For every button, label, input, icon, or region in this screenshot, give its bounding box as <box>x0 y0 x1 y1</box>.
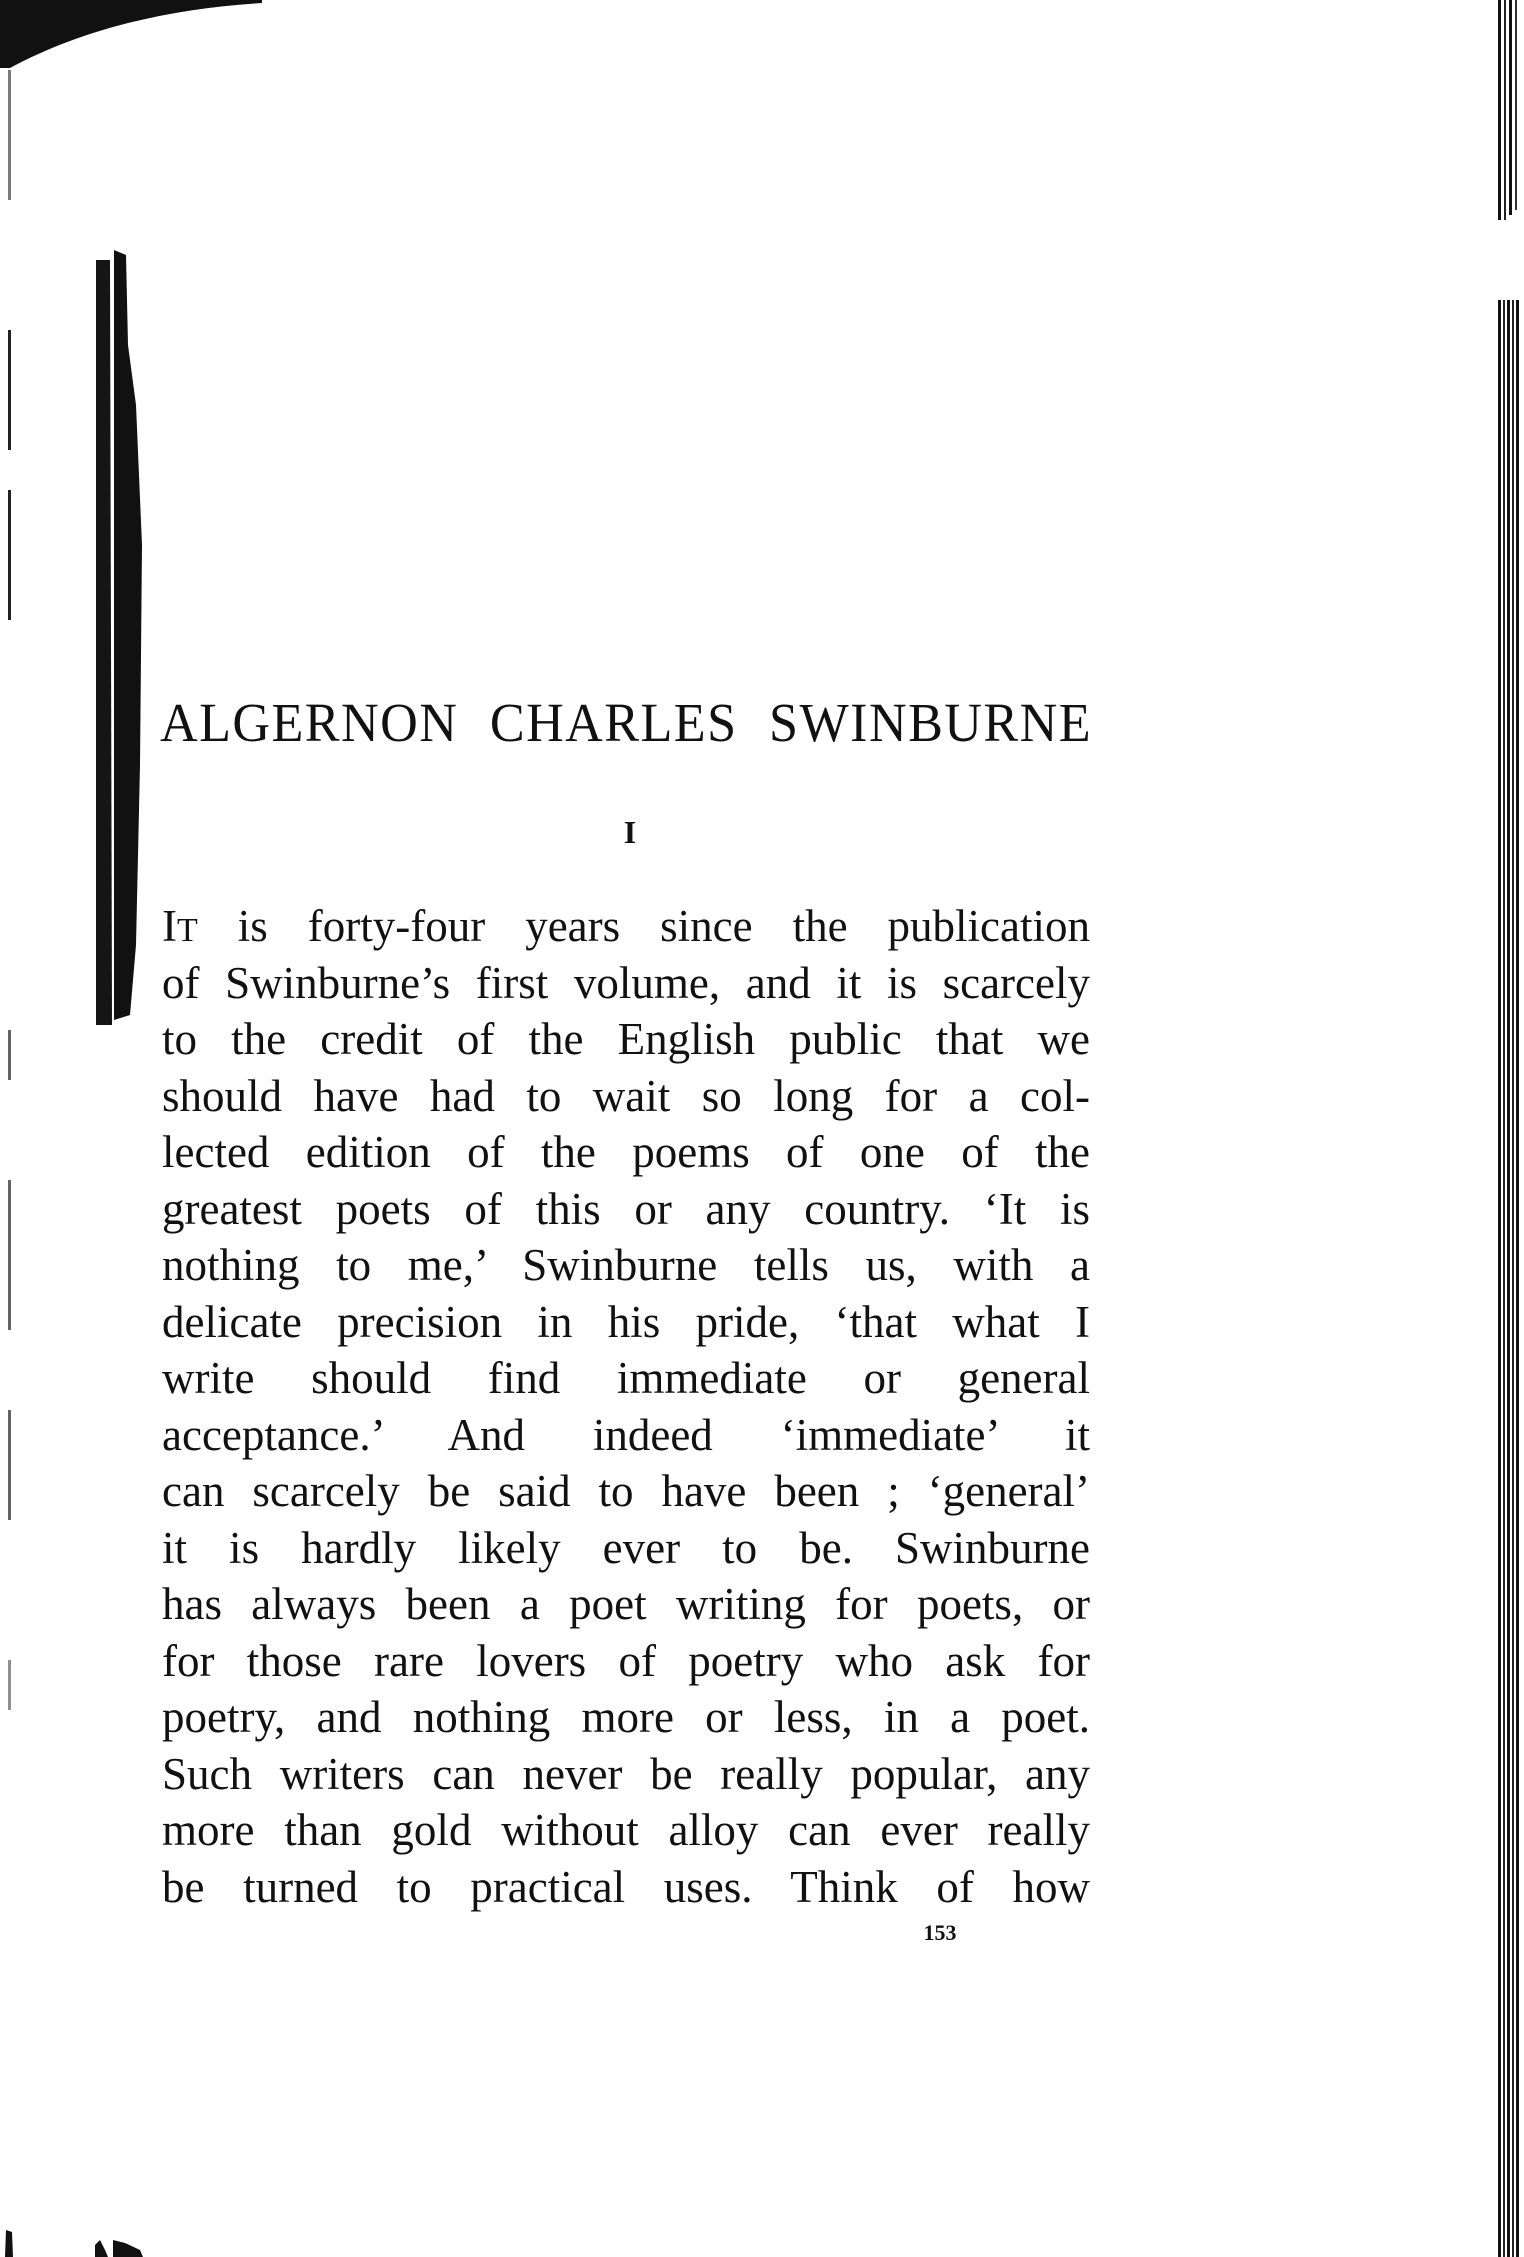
scan-edge-line <box>8 1410 11 1520</box>
text-line: Such writers can never be really popular, any <box>162 1748 1090 1799</box>
text-line: be turned to practical uses. Think of how <box>162 1861 1090 1912</box>
text-line: acceptance.’ And indeed ‘immediate’ it <box>162 1409 1090 1460</box>
small-cap: T <box>177 912 198 949</box>
drop-initial: I <box>162 901 177 951</box>
page-number: 153 <box>923 1920 957 1945</box>
scan-edge-line <box>8 490 11 620</box>
text-line: has always been a poet writing for poets, or <box>162 1579 1090 1629</box>
text-line: it is hardly likely ever to be. Swinburne <box>162 1522 1090 1573</box>
scan-right-edge-stripes <box>1498 0 1522 2257</box>
text-line: lected edition of the poems of one of the <box>162 1127 1090 1177</box>
text-line: delicate precision in his pride, ‘that what I <box>162 1296 1090 1347</box>
text-line: for those rare lovers of poetry who ask for <box>162 1635 1090 1686</box>
text-line: greatest poets of this or any country. ‘It is <box>162 1183 1090 1234</box>
text-line <box>162 898 1090 955</box>
chapter-title: ALGERNON CHARLES SWINBURNE <box>160 692 1092 753</box>
text-line: more than gold without alloy can ever really <box>162 1805 1090 1855</box>
scan-shadow-corner <box>0 0 262 68</box>
text-line: nothing to me,’ Swinburne tells us, with a <box>162 1240 1090 1290</box>
text-line: to the credit of the English public that we <box>162 1014 1090 1064</box>
scan-edge-line <box>8 1660 11 1710</box>
scan-bottom-marks <box>0 2210 160 2257</box>
body-paragraph <box>162 898 1090 1915</box>
section-number: I <box>623 814 637 850</box>
text-line: can scarcely be said to have been ; ‘general’ <box>162 1466 1090 1516</box>
scan-spine-shadow <box>92 245 154 1025</box>
text-line: should have had to wait so long for a col- <box>162 1070 1090 1121</box>
scan-edge-line <box>8 330 11 450</box>
scan-edge-line <box>8 70 11 200</box>
text-line: of Swinburne’s first volume, and it is scarcely <box>162 957 1090 1008</box>
scan-edge-line <box>8 1180 11 1330</box>
text-line: write should find immediate or general <box>162 1353 1090 1403</box>
scan-edge-line <box>8 1030 11 1080</box>
text-line-content: is forty-four years since the publication <box>197 901 1090 951</box>
text-line: poetry, and nothing more or less, in a poet. <box>162 1692 1090 1742</box>
